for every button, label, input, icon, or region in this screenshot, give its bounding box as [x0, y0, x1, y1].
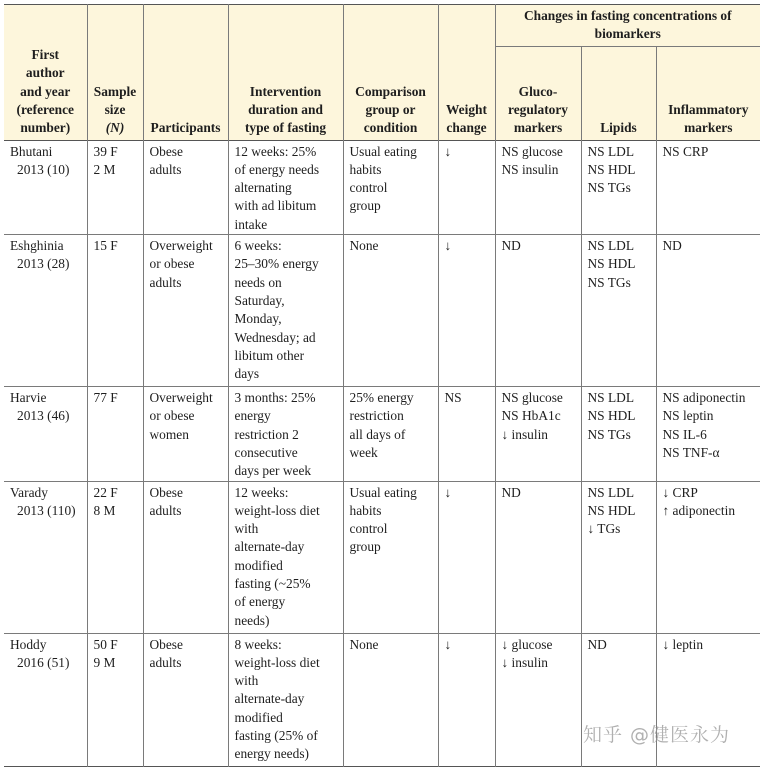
cell-sample-size — [87, 235, 143, 387]
cell-line: ND — [501, 484, 521, 500]
cell-line: restriction 2 — [234, 426, 299, 442]
cell-line: 25–30% energy — [234, 256, 319, 272]
cell-line: None — [349, 238, 379, 254]
header-weight-change — [438, 5, 495, 141]
cell-inflammatory — [656, 387, 760, 481]
header-row-top — [4, 5, 760, 47]
header-line: markers — [684, 120, 733, 136]
header-line: size — [104, 102, 126, 117]
table-row — [4, 481, 760, 633]
cell-line: Varady — [10, 484, 48, 500]
cell-participants — [143, 235, 228, 387]
cell-line: Hoddy — [10, 636, 47, 652]
cell-line: 77 F — [93, 390, 118, 406]
table-row — [4, 387, 760, 481]
header-line: First — [31, 47, 59, 63]
cell-intervention — [228, 387, 343, 481]
cell-author — [4, 387, 87, 481]
cell-sample-size — [87, 481, 143, 633]
cell-line: adults — [149, 161, 182, 177]
cell-line: Monday, — [234, 311, 282, 327]
cell-glucoregulatory — [495, 140, 581, 234]
cell-lipids — [581, 235, 656, 387]
cell-line: NS adiponectin — [662, 390, 746, 406]
cell-line: NS CRP — [662, 143, 709, 159]
header-line: change — [446, 120, 487, 136]
table-row — [4, 235, 760, 387]
cell-glucoregulatory — [495, 481, 581, 633]
cell-line: NS TGs — [587, 426, 631, 442]
cell-line: NS glucose — [501, 390, 563, 406]
cell-line: adults — [149, 502, 182, 518]
cell-line: weight-loss diet — [234, 502, 320, 518]
cell-line: NS HDL — [587, 161, 636, 177]
cell-line: NS insulin — [501, 161, 559, 177]
cell-comparison — [343, 387, 438, 481]
cell-line: alternate-day — [234, 691, 305, 707]
cell-line: ↓ — [444, 238, 452, 254]
cell-line: ↑ adiponectin — [662, 502, 736, 518]
cell-line: with ad libitum — [234, 198, 317, 214]
cell-line: 2016 (51) — [17, 654, 70, 670]
cell-lipids — [581, 481, 656, 633]
cell-line: 12 weeks: — [234, 484, 289, 500]
cell-line: ↓ insulin — [501, 654, 549, 670]
cell-line: days per week — [234, 463, 312, 479]
header-line: Inflammatory — [668, 102, 749, 117]
header-glucoregulatory — [495, 46, 581, 140]
cell-line: group — [349, 539, 381, 555]
cell-line: Harvie — [10, 390, 47, 406]
cell-line: with — [234, 521, 259, 537]
cell-line: ↓ CRP — [662, 484, 698, 500]
cell-sample-size — [87, 140, 143, 234]
cell-author — [4, 235, 87, 387]
cell-line: ↓ TGs — [587, 521, 621, 537]
cell-line: libitum other — [234, 347, 305, 363]
cell-line: NS LDL — [587, 143, 634, 159]
header-intervention — [228, 5, 343, 141]
cell-line: or obese — [149, 256, 195, 272]
cell-line: Overweight — [149, 238, 213, 254]
cell-inflammatory — [656, 140, 760, 234]
header-line: Comparison — [355, 83, 426, 99]
cell-line: adults — [149, 274, 182, 290]
cell-line: days — [234, 366, 260, 382]
cell-line: energy — [234, 408, 271, 424]
cell-author — [4, 140, 87, 234]
cell-participants — [143, 633, 228, 766]
cell-glucoregulatory — [495, 633, 581, 766]
cell-line: Obese — [149, 484, 183, 500]
table-header — [4, 5, 760, 141]
cell-line: 3 months: 25% — [234, 390, 316, 406]
table-body — [4, 140, 760, 766]
header-line: (N) — [105, 120, 125, 136]
cell-line: intake — [234, 216, 268, 232]
header-line: Weight — [446, 102, 487, 117]
cell-line: women — [149, 426, 189, 442]
cell-line: adults — [149, 654, 182, 670]
cell-line: week — [349, 444, 378, 460]
cell-comparison — [343, 633, 438, 766]
cell-line: or obese — [149, 408, 195, 424]
cell-line: ↓ leptin — [662, 636, 704, 652]
header-line: number) — [20, 120, 71, 136]
cell-line: control — [349, 180, 388, 196]
cell-line: ↓ insulin — [501, 426, 549, 442]
cell-line: Usual eating — [349, 143, 417, 159]
header-line: author — [25, 65, 65, 81]
cell-participants — [143, 140, 228, 234]
cell-line: NS TGs — [587, 274, 631, 290]
cell-author — [4, 481, 87, 633]
cell-line: Usual eating — [349, 484, 417, 500]
cell-line: ND — [587, 636, 607, 652]
header-sample-size — [87, 5, 143, 141]
header-line: condition — [363, 120, 418, 136]
cell-inflammatory — [656, 481, 760, 633]
cell-line: energy needs) — [234, 746, 309, 762]
header-participants: Participants — [143, 5, 228, 141]
cell-line: habits — [349, 161, 382, 177]
cell-line: NS IL-6 — [662, 426, 707, 442]
cell-line: None — [349, 636, 379, 652]
header-inflammatory — [656, 46, 760, 140]
cell-comparison — [343, 481, 438, 633]
cell-line: 2013 (46) — [17, 408, 70, 424]
cell-line: 15 F — [93, 238, 118, 254]
cell-line: Obese — [149, 636, 183, 652]
cell-line: 22 F — [93, 484, 118, 500]
cell-line: of energy needs — [234, 161, 320, 177]
cell-participants — [143, 481, 228, 633]
cell-line: Saturday, — [234, 292, 285, 308]
cell-sample-size — [87, 387, 143, 481]
cell-line: weight-loss diet — [234, 654, 320, 670]
cell-line: habits — [349, 502, 382, 518]
cell-line: ↓ — [444, 484, 452, 500]
cell-lipids — [581, 140, 656, 234]
header-biomarker-group — [495, 5, 760, 47]
cell-line: NS HDL — [587, 256, 636, 272]
cell-line: NS LDL — [587, 238, 634, 254]
cell-line: Bhutani — [10, 143, 53, 159]
header-line: Sample — [93, 83, 137, 99]
cell-line: fasting (25% of — [234, 728, 318, 744]
cell-line: NS leptin — [662, 408, 714, 424]
fasting-studies-table — [4, 4, 760, 767]
cell-sample-size — [87, 633, 143, 766]
cell-line: ND — [501, 238, 521, 254]
header-line: biomarkers — [594, 26, 661, 42]
cell-line: NS HDL — [587, 502, 636, 518]
cell-intervention — [228, 481, 343, 633]
header-line: (reference — [16, 102, 74, 117]
header-line: regulatory — [508, 102, 568, 117]
cell-line: of energy — [234, 594, 286, 610]
cell-line: NS TNF-α — [662, 444, 720, 460]
header-author — [4, 5, 87, 141]
cell-comparison — [343, 140, 438, 234]
cell-line: 50 F — [93, 636, 118, 652]
cell-weight-change — [438, 387, 495, 481]
cell-line: ND — [662, 238, 682, 254]
cell-intervention — [228, 140, 343, 234]
cell-glucoregulatory — [495, 387, 581, 481]
cell-line: alternate-day — [234, 539, 305, 555]
cell-line: control — [349, 521, 388, 537]
cell-weight-change — [438, 235, 495, 387]
cell-line: ↓ — [444, 143, 452, 159]
cell-line: 2 M — [93, 161, 116, 177]
cell-comparison — [343, 235, 438, 387]
cell-line: Overweight — [149, 390, 213, 406]
header-line: Changes in fasting concentrations of — [523, 8, 732, 23]
cell-weight-change — [438, 140, 495, 234]
header-line: and year — [20, 83, 71, 99]
cell-line: needs on — [234, 274, 282, 290]
header-line: group or — [365, 102, 416, 117]
cell-line: 39 F — [93, 143, 118, 159]
cell-line: 25% energy — [349, 390, 414, 406]
header-line: duration and — [248, 102, 323, 117]
cell-line: Wednesday; ad — [234, 329, 316, 345]
cell-line: with — [234, 673, 259, 689]
header-lipids: Lipids — [581, 46, 656, 140]
cell-participants — [143, 387, 228, 481]
cell-line: restriction — [349, 408, 404, 424]
cell-line: Obese — [149, 143, 183, 159]
header-line: type of fasting — [244, 120, 327, 136]
cell-weight-change — [438, 481, 495, 633]
cell-line: NS — [444, 390, 462, 406]
cell-line: 2013 (110) — [17, 502, 76, 518]
cell-line: NS HbA1c — [501, 408, 561, 424]
cell-line: all days of — [349, 426, 406, 442]
header-line: Intervention — [249, 83, 322, 99]
cell-line: 2013 (28) — [17, 256, 70, 272]
cell-line: NS LDL — [587, 484, 634, 500]
table-row — [4, 140, 760, 234]
cell-lipids — [581, 387, 656, 481]
cell-line: modified — [234, 557, 283, 573]
cell-glucoregulatory — [495, 235, 581, 387]
cell-intervention — [228, 235, 343, 387]
watermark: 知乎 @健医永为 — [583, 724, 731, 746]
cell-line: modified — [234, 709, 283, 725]
cell-line: 12 weeks: 25% — [234, 143, 317, 159]
cell-line: alternating — [234, 180, 292, 196]
cell-line: consecutive — [234, 444, 298, 460]
cell-line: 9 M — [93, 654, 116, 670]
cell-line: NS HDL — [587, 408, 636, 424]
cell-line: Eshghinia — [10, 238, 64, 254]
cell-line: NS LDL — [587, 390, 634, 406]
cell-author — [4, 633, 87, 766]
header-line: Gluco- — [518, 83, 558, 99]
cell-line: NS TGs — [587, 180, 631, 196]
cell-line: fasting (~25% — [234, 576, 311, 592]
cell-line: needs) — [234, 612, 270, 628]
cell-line: group — [349, 198, 381, 214]
cell-line: ↓ — [444, 636, 452, 652]
cell-line: ↓ glucose — [501, 636, 553, 652]
cell-line: 8 weeks: — [234, 636, 282, 652]
cell-line: NS glucose — [501, 143, 563, 159]
header-comparison — [343, 5, 438, 141]
header-line: markers — [513, 120, 563, 136]
cell-line: 8 M — [93, 502, 116, 518]
cell-inflammatory — [656, 235, 760, 387]
cell-line: 2013 (10) — [17, 161, 70, 177]
cell-intervention — [228, 633, 343, 766]
cell-weight-change — [438, 633, 495, 766]
cell-line: 6 weeks: — [234, 238, 282, 254]
